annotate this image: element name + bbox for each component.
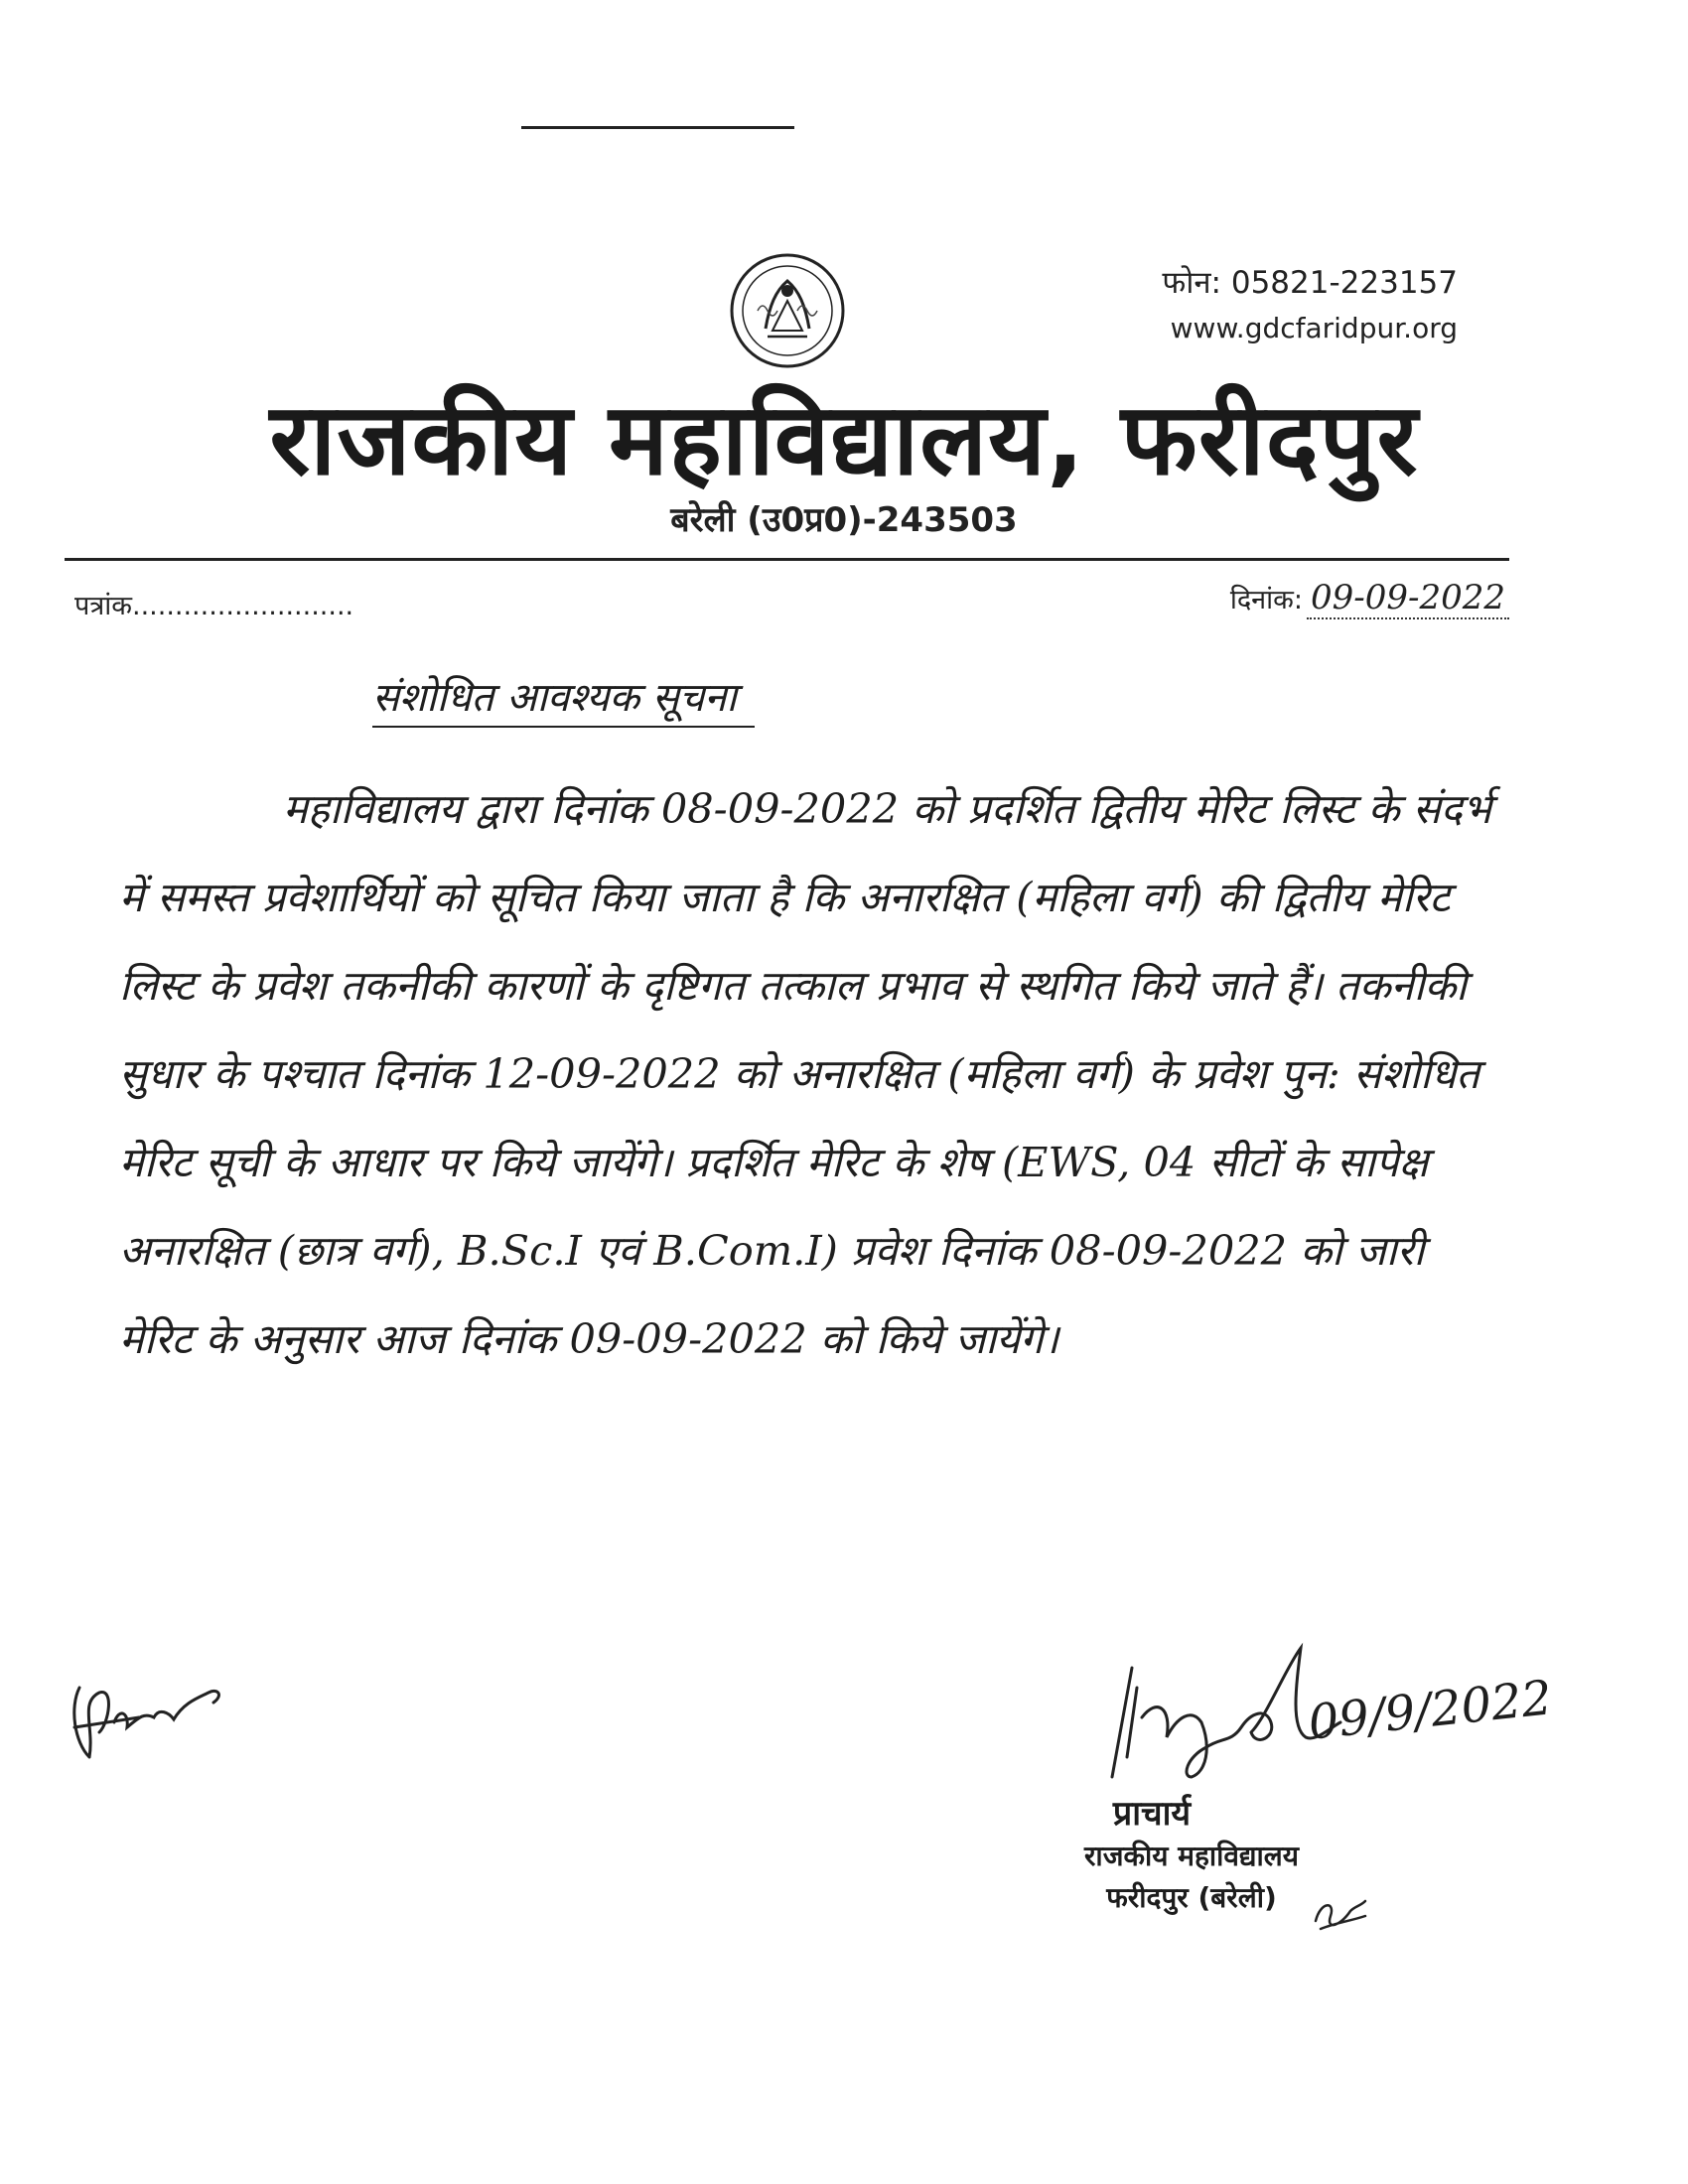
signatory-place: फरीदपुर (बरेली) bbox=[1106, 1881, 1277, 1914]
contact-info bbox=[1162, 260, 1458, 351]
reference-number bbox=[74, 586, 353, 622]
patrank-value: .......................... bbox=[131, 591, 354, 621]
phone-number: फोन: 05821-223157 bbox=[1162, 265, 1458, 301]
college-address: बरेली (उ0प्र0)-243503 bbox=[670, 500, 1018, 540]
header-divider bbox=[65, 558, 1509, 561]
website-link[interactable]: www.gdcfaridpur.org bbox=[1170, 312, 1458, 344]
date-label: दिनांक: bbox=[1229, 585, 1303, 615]
patrank-label: पत्रांक bbox=[74, 591, 132, 621]
signatory-institution: राजकीय महाविद्यालय bbox=[1083, 1840, 1300, 1872]
college-name-title: राजकीय महाविद्यालय, फरीदपुर bbox=[269, 381, 1419, 497]
left-signature-icon bbox=[60, 1648, 258, 1787]
top-decorative-rule bbox=[521, 126, 794, 129]
signatory-designation: प्राचार्य bbox=[1112, 1794, 1192, 1834]
initials-icon bbox=[1311, 1891, 1370, 1936]
notice-body: महाविद्यालय द्वारा दिनांक 08-09-2022 को प्रदर्शित द्वितीय मेरिट लिस्ट के संदर्भ में समस्त प्रवेशार्थियों को सूचित किया जाता है कि अनारक्षित (महिला वर्ग) की द्वितीय मेरिट लिस्ट के प्रवेश तकनीकी कारणों के दृष्टिगत तत्काल प्रभाव से स्थगित किये जाते हैं। तकनीकी सुधार के पश्चात दिनांक 12-09-2022 को अनारक्षित (महिला वर्ग) के प्रवेश पुन: संशोधित मेरिट सूची के आधार पर किये जायेंगे। प्रदर्शित मेरिट के शेष (EWS, 04 सीटों के सापेक्ष अनारक्षित (छात्र वर्ग), B.Sc.I एवं B.Com.I) प्रवेश दिनांक 08-09-2022 को जारी मेरिट के अनुसार आज दिनांक 09-09-2022 को किये जायेंगे। bbox=[119, 784, 1492, 1363]
notice-heading: संशोधित आवश्यक सूचना bbox=[372, 670, 755, 728]
government-emblem-icon bbox=[728, 251, 847, 370]
signature-date: 09/9/2022 bbox=[1306, 1670, 1555, 1751]
issue-date bbox=[1230, 578, 1509, 617]
date-value: 09-09-2022 bbox=[1307, 578, 1509, 619]
